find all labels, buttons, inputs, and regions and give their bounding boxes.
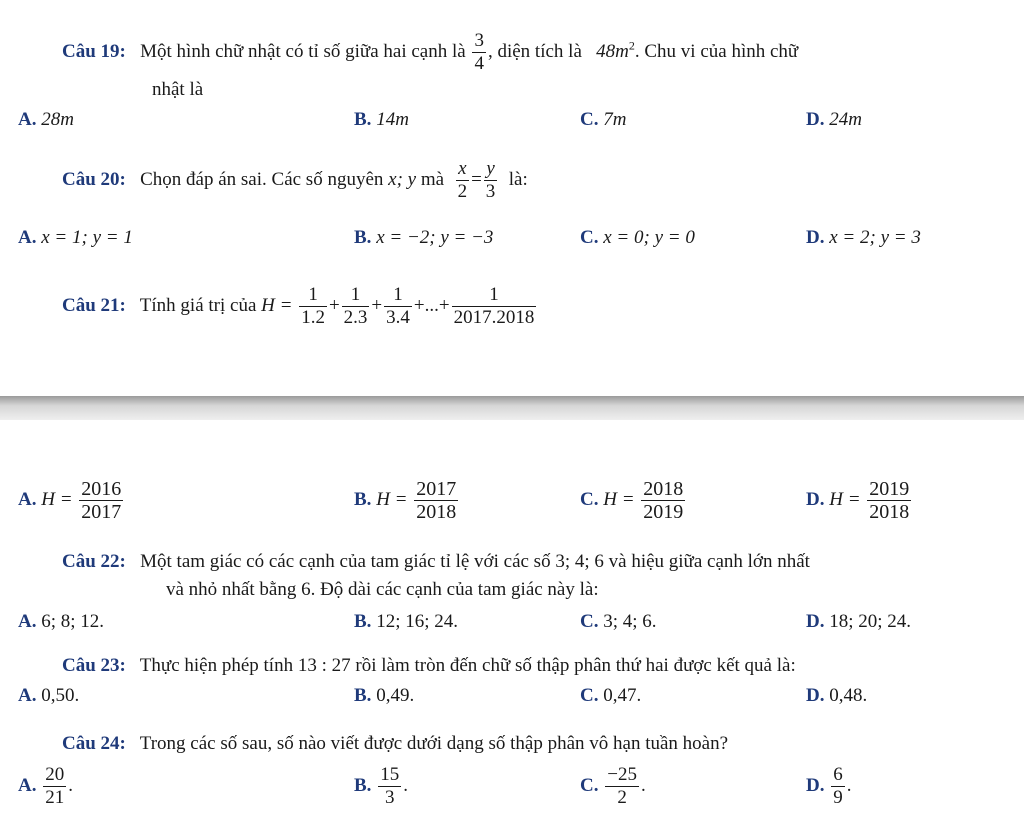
question-19-line-1 (62, 30, 798, 75)
option-numerator: 6 (833, 764, 843, 785)
option-numerator: 2016 (81, 478, 122, 500)
option-value: 0,50. (41, 685, 80, 706)
option-value: 24m (829, 109, 862, 130)
question-19-label: Câu 19: (62, 40, 126, 62)
area-value: 48m (596, 40, 629, 62)
division-expression: 13 : 27 (297, 655, 351, 676)
q23-option-b[interactable] (354, 684, 414, 708)
option-numerator: 15 (380, 764, 400, 785)
option-numerator: 20 (45, 764, 65, 785)
option-value: 3; 4; 6. (603, 611, 657, 632)
q20-option-a[interactable] (18, 226, 133, 250)
page-gap-divider (0, 396, 1024, 420)
option-denominator: 2019 (643, 501, 684, 523)
option-numerator: −25 (607, 764, 637, 785)
option-letter: B. (354, 109, 372, 130)
option-denominator: 21 (45, 787, 65, 808)
q21-option-c[interactable] (580, 478, 687, 523)
question-23-label: Câu 23: (62, 655, 126, 676)
q24-option-a[interactable] (18, 764, 73, 809)
option-letter: C. (580, 488, 599, 510)
q22-option-c[interactable] (580, 610, 657, 634)
option-fraction (414, 478, 458, 523)
fraction-denominator: 2 (457, 181, 468, 202)
option-letter: B. (354, 685, 372, 706)
question-23-text: Thực hiện phép tính (139, 655, 294, 676)
period: . (68, 774, 73, 796)
ellipsis: +...+ (413, 294, 450, 316)
question-24-text: Trong các số sau, số nào viết được dưới dạng số thập phân vô hạn tuần hoàn? (139, 733, 729, 754)
option-letter: D. (806, 488, 825, 510)
fraction-y-3 (484, 158, 498, 203)
term-numerator: 1 (342, 284, 370, 307)
question-19-text-c: . Chu vi của hình chữ (634, 40, 799, 62)
plus-sign: + (371, 294, 383, 316)
document-page-bottom (0, 420, 1024, 838)
option-value: 6; 8; 12. (41, 611, 105, 632)
option-denominator: 2 (617, 787, 627, 808)
q22-option-a[interactable] (18, 610, 104, 634)
fraction-denominator: 3 (485, 181, 496, 202)
option-numerator: 2017 (416, 478, 457, 500)
q20-option-d[interactable] (806, 226, 921, 250)
q23-option-c[interactable] (580, 684, 641, 708)
question-24-label: Câu 24: (62, 733, 126, 754)
option-value: 12; 16; 24. (376, 611, 458, 632)
option-letter: D. (806, 774, 825, 796)
option-fraction (831, 764, 845, 809)
question-22-label: Câu 22: (62, 551, 126, 572)
q19-option-a[interactable] (18, 108, 74, 132)
option-letter: D. (806, 611, 825, 632)
question-20-line (62, 158, 528, 203)
option-lhs: H = (603, 488, 635, 510)
q22-option-b[interactable] (354, 610, 458, 634)
q24-option-b[interactable] (354, 764, 408, 809)
option-lhs: H = (376, 488, 408, 510)
q20-option-c[interactable] (580, 226, 695, 250)
option-letter: C. (580, 227, 599, 248)
option-letter: D. (806, 109, 825, 130)
option-letter: A. (18, 685, 37, 706)
question-22-line-1 (62, 550, 810, 574)
period: . (403, 774, 408, 796)
option-value: x = −2; y = −3 (376, 227, 494, 248)
q24-option-c[interactable] (580, 764, 646, 809)
question-21-line (62, 284, 538, 329)
option-value: x = 1; y = 1 (41, 227, 133, 248)
area-exponent: 2 (628, 38, 635, 53)
option-letter: B. (354, 774, 372, 796)
term-numerator: 1 (384, 284, 412, 307)
q20-option-b[interactable] (354, 226, 493, 250)
option-value: 7m (603, 109, 627, 130)
document-page-top (0, 0, 1024, 396)
fraction-x-2 (456, 158, 470, 203)
question-23-text-b: rồi làm tròn đến chữ số thập phân thứ hai được kết quả là: (355, 655, 796, 676)
option-fraction (605, 764, 639, 809)
q19-option-c[interactable] (580, 108, 626, 132)
option-fraction (79, 478, 123, 523)
question-20-text: Chọn đáp án sai. Các số nguyên (140, 168, 384, 190)
q19-option-d[interactable] (806, 108, 862, 132)
q21-option-a[interactable] (18, 478, 125, 523)
term-numerator: 1 (452, 284, 537, 307)
option-lhs: H = (41, 488, 73, 510)
term-last (452, 284, 537, 329)
term-denominator: 2.3 (343, 307, 368, 328)
option-denominator: 2018 (869, 501, 910, 523)
option-letter: C. (580, 109, 599, 130)
option-value: 14m (376, 109, 409, 130)
option-letter: D. (806, 227, 825, 248)
option-letter: A. (18, 227, 37, 248)
question-20-text-b: mà (420, 168, 445, 190)
ratio-denominator: 4 (474, 53, 484, 74)
question-22-text: Một tam giác có các cạnh của tam giác tỉ lệ với các số 3; 4; 6 và hiệu giữa cạnh lớn nhất (140, 551, 810, 572)
question-23-line (62, 654, 796, 678)
term-denominator: 3.4 (386, 307, 410, 328)
option-fraction (867, 478, 911, 523)
q22-option-d[interactable] (806, 610, 911, 634)
fraction-numerator: x (458, 158, 467, 179)
ratio-fraction (472, 30, 486, 75)
option-letter: A. (18, 611, 37, 632)
question-20-label: Câu 20: (62, 168, 126, 190)
term-2 (342, 284, 370, 329)
option-fraction (378, 764, 401, 809)
question-19-line-2: nhật là (152, 79, 204, 100)
question-19-text: Một hình chữ nhật có tỉ số giữa hai cạnh là (140, 40, 466, 62)
q24-option-d[interactable] (806, 764, 851, 809)
question-20-text-c: là: (508, 168, 528, 190)
option-letter: C. (580, 774, 599, 796)
option-lhs: H = (829, 488, 861, 510)
option-denominator: 9 (833, 787, 843, 808)
term-denominator: 1.2 (301, 307, 325, 328)
option-numerator: 2019 (869, 478, 910, 500)
question-22-line-2: và nhỏ nhất bằng 6. Độ dài các cạnh của tam giác này là: (166, 579, 599, 600)
option-letter: C. (580, 685, 599, 706)
option-letter: A. (18, 488, 37, 510)
option-denominator: 2018 (416, 501, 457, 523)
option-numerator: 2018 (643, 478, 684, 500)
option-fraction (641, 478, 685, 523)
question-21-label: Câu 21: (62, 294, 126, 316)
option-value: 0,49. (376, 685, 415, 706)
period: . (846, 774, 852, 796)
variables: x; y (388, 168, 417, 190)
term-numerator: 1 (299, 284, 327, 307)
question-21-text: Tính giá trị của (139, 294, 257, 316)
q23-option-a[interactable] (18, 684, 79, 708)
option-value: x = 2; y = 3 (829, 227, 921, 248)
option-letter: B. (354, 227, 372, 248)
option-denominator: 3 (384, 787, 395, 808)
option-value: 0,48. (829, 685, 868, 706)
option-value: 0,47. (603, 685, 642, 706)
option-letter: A. (18, 774, 37, 796)
option-letter: B. (354, 488, 372, 510)
option-letter: D. (806, 685, 825, 706)
period: . (640, 774, 646, 796)
option-value: 18; 20; 24. (829, 611, 912, 632)
option-value: x = 0; y = 0 (603, 227, 695, 248)
option-letter: B. (354, 611, 372, 632)
question-24-line (62, 732, 728, 756)
q21-option-d[interactable] (806, 478, 913, 523)
q21-option-b[interactable] (354, 478, 460, 523)
q23-option-d[interactable] (806, 684, 867, 708)
ratio-numerator: 3 (474, 30, 484, 51)
plus-sign: + (328, 294, 340, 316)
term-1 (299, 284, 327, 329)
equals-sign: = (471, 168, 482, 190)
question-19-text-b: , diện tích là (487, 40, 582, 62)
q19-option-b[interactable] (354, 108, 409, 132)
option-value: 28m (41, 109, 74, 130)
option-denominator: 2017 (81, 501, 122, 523)
fraction-numerator: y (486, 158, 495, 179)
option-letter: A. (18, 109, 37, 130)
expression-lhs: H = (261, 294, 293, 316)
term-denominator: 2017.2018 (453, 307, 535, 328)
option-letter: C. (580, 611, 599, 632)
term-3 (384, 284, 412, 329)
option-fraction (43, 764, 66, 809)
